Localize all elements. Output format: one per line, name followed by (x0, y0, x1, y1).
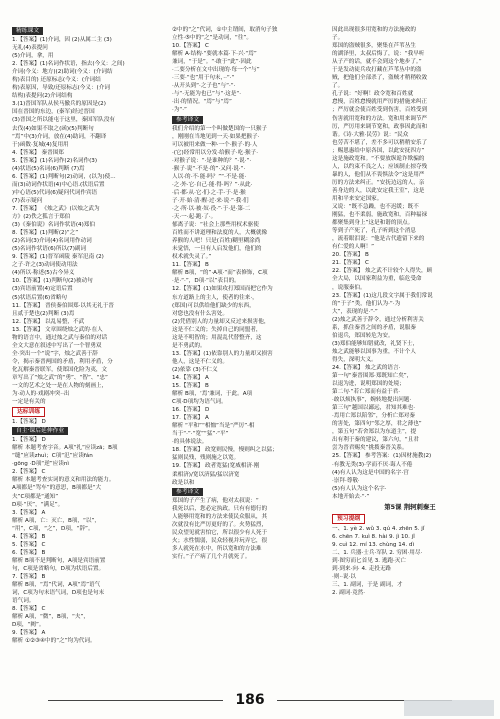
text-line: 13.【答案】(1)依靠别人的力量却又损害 (172, 350, 273, 357)
text-line: 3.(1)晋国军队从侯马撤兵的原因是(2) (12, 101, 106, 108)
text-line: 次就没有比严厉更好的了。火势猛烈， (172, 521, 268, 528)
text-line: ·为“·” (172, 107, 187, 114)
text-line: 3.【答案】 A (12, 509, 46, 516)
text-line: ·三要·“也”用于句末，··“·“ (172, 75, 235, 82)
text-line: 多人就死在水中，所以宽和的方法难 (172, 545, 262, 552)
text-line: 这是施政宽和。“不要放纵诡诈欺骗的 (332, 155, 425, 162)
text-line: 解析 本题考查实词的意义和用法的能力。 (12, 477, 115, 484)
text-line: (4)所以·称述(5)古今异义 (12, 270, 75, 277)
text-line: 23.【答案】(1)这几段文字属于我们常说 (332, 292, 433, 299)
text-line: ·二要分析在文中出现的·每一个“与” (172, 67, 260, 74)
text-line: ·出·的情况。“焉”与“焉” (172, 99, 232, 106)
text-line: (5)名词作状语(6)所以(7)副词 (12, 246, 87, 253)
text-line: 这是不明智的；用混乱代替整齐，这 (172, 334, 262, 341)
text-line: 8.【答案】(1)判断(2)“之” (12, 230, 79, 237)
text-line: 二、1. 兵器·士兵·军队 2. 穷困·用尽· (332, 549, 423, 556)
text-line: 三、1. 副词，于是 副词，才 (332, 582, 403, 589)
text-line: 的害处，第四句“邻之厚，君之薄也” (332, 421, 422, 428)
text-line: (2)烛之武善于辞令，通过分析利害关 (332, 316, 424, 323)
text-line: 实行。”子产病了几个月就死了。 (172, 553, 251, 560)
text-line: 因此出现很多用宽和的方法施政的 (332, 27, 416, 33)
text-line: ；严厉就会使百姓受到伤害，百姓受到 (332, 107, 428, 114)
text-line: ·对猴子说：“·是谁种的？”·说·“· (172, 157, 252, 164)
column-left (12, 26, 164, 676)
section-heading-row (172, 115, 324, 125)
text-line: 对您也没有什么害处。 (172, 310, 228, 317)
text-line: 一文的艺术之处一是在人物的刻画上， (12, 383, 108, 390)
text-line: C项·D项均为语气词。 (172, 399, 227, 406)
text-line: 结构)表提问(2)介词结构 (12, 93, 73, 100)
text-line: 15.【答案】 B (172, 383, 209, 390)
text-line: 17.【答案】 A (172, 415, 209, 422)
text-line: ·(它)经常用以分发·给猴子·吃·猴子· (172, 149, 258, 156)
text-line: 解析 A项，亡：灭亡，B项，“以”， (12, 517, 100, 524)
text-line: (3)宾语前置(4)定语后置 (12, 286, 73, 293)
text-line: D项，“阙”。 (12, 622, 45, 629)
text-line: 于是发动徒兵攻打藏在芦苇丛中的盗 (332, 67, 422, 74)
text-line: 6. chēn 7. kuì 8. hài 9. jì 10. jǐ (332, 533, 415, 540)
text-line: 语气词。 (12, 598, 35, 605)
text-line: 12.【答案】(1)如果攻打郑国而把它作为 (172, 286, 273, 293)
text-line: 郑国的盗贼很多，聚集在芦苇丛生 (332, 43, 416, 50)
text-line: 子·开·始·清·醒·过·来·说·“·我·们 (172, 197, 249, 204)
text-line: 8.【答案】 C (12, 606, 46, 613)
text-line: 解析 B项，“的”·A项·“而”表修饰，C项 (172, 270, 268, 277)
section-heading: 参考译文 (172, 488, 203, 496)
text-line: 有仁爱的人啊！” (332, 244, 375, 251)
text-line: (2)依靠 (3)不仁义 (172, 366, 218, 373)
text-line: 夫”C项都是“通知” (12, 493, 59, 500)
text-line: 本地开始去·“·” (332, 493, 370, 500)
section-heading: 精练课文 (12, 27, 43, 35)
text-line: 民众望见就害怕它，所以很少有人死于 (172, 529, 268, 536)
text-line: 4.【答案】 秦晋围郑 (12, 149, 64, 156)
text-line: 5.【答案】(1)名词作(2)名词作(3) (12, 157, 98, 164)
text-line: 解析 ①②③④中的“之”均为代词。 (12, 638, 96, 645)
text-line: 14.【答案】 A (172, 374, 209, 381)
text-line: 13.【答案】 文章围绕烛之武的·在人 (12, 326, 103, 333)
text-line: 1.【答案】 D (12, 419, 46, 426)
text-line: 国在晋国的东边，(秦军)经过晋国 (12, 109, 95, 116)
text-line: 去伐(4)如果不取之(函)(5)判断句 (12, 125, 94, 132)
text-line: 谐。《诗·大雅·民劳》说：“民众 (332, 131, 409, 138)
text-line: 16.【答案】 D (172, 407, 210, 414)
text-line: 孔子说：“好啊！政令宽和百姓就 (332, 91, 414, 98)
text-line: 19.【答案】 政者宽猛(宽威相济·刚 (172, 463, 260, 470)
text-line: 介词(今义：地方)(2)助词(今义：(介词结 (12, 69, 113, 76)
text-line: 解析 B项，‘焉’兼词，于此。A项 (172, 391, 253, 398)
text-line: (4)状语(5)名词(6)判断 (7)焉 (12, 165, 85, 172)
text-line: 到·图穷而匕首见 3. 逃跑·灭亡 (332, 558, 406, 564)
text-line: (5)介词，拿，用 (12, 53, 54, 60)
text-line: 他人，这是不仁义的。 (172, 358, 228, 365)
watermark-logo (404, 700, 494, 716)
text-line: 方》(2)佚之狐言于郑伯 (12, 214, 71, 221)
text-line: 郑国的子产生了病，他对太叔说：“ (172, 497, 259, 504)
text-line: )中心语(5)代词(6)疑问代词作宾语 (12, 189, 98, 196)
text-line: 从子产的话，就不会到这个地步了。” (332, 59, 422, 66)
text-line: ·gōng ·D项“逆”应读nì (12, 461, 69, 468)
section-heading: 预习提纲 (332, 514, 365, 524)
text-line: ；赐恩惠给中原各国，以此安抚四方” (332, 147, 425, 154)
text-line: 解析 A项，“微”，B项，“夫”， (12, 614, 89, 621)
text-line: 7.【答案】 《烛之武》(以烛之武为 (12, 205, 100, 212)
text-line: 大”，表现的是·“·” (332, 308, 378, 315)
text-line: 解析 “平和”“相恤”当是“严厉”·相 (172, 423, 255, 430)
text-line: 当于“·”·“宽”“猛”·“平” (172, 431, 229, 438)
text-line: 物的语言中，通过烛之武与秦伯的对话 (12, 334, 108, 341)
text-line: (7)表示疑问 (12, 197, 43, 204)
text-line: ·是·“·”，D项·“以”表目的。 (172, 278, 240, 285)
text-line: 怠慢，百姓怠慢就用严厉的措施来纠正 (332, 99, 428, 106)
text-line: 无礼(4)表提问 (12, 45, 48, 52)
text-line: 10.【答案】 C (172, 43, 209, 50)
text-line: 第一句“秦晋围郑·郑既知亡矣”， (332, 373, 413, 380)
text-line: 厉，严厉用来调节宽和，政事因此而和 (332, 123, 428, 130)
section-heading: 自主·课后延伸作业 (12, 427, 68, 435)
text-line: 人以·的·不·能·吗？”“·不是·能· (172, 173, 247, 180)
text-line: 猛则民残，残则施之以宽。 (172, 455, 240, 462)
text-line: 11.【答案】 B (172, 262, 209, 269)
text-line: (5)有人认为这个名字· (332, 485, 387, 492)
text-line: 又说：“既不急躁，也不迟缓；既不 (332, 204, 419, 211)
text-line: 9.【答案】(1)晋军函陵 秦军氾南 (2) (12, 254, 104, 261)
text-line: 18.【答案】 政宽则民慢，慢则纠之以猛； (172, 447, 278, 454)
column-right (332, 26, 488, 676)
section-heading-row (12, 426, 164, 436)
text-line: 6.【答案】 B (12, 549, 46, 556)
text-line: 而(3)动词作状语(4)中心语.(状语后置 (12, 181, 105, 188)
text-line: 伤害就用宽和的方法。宽和用来调节严 (332, 115, 428, 122)
text-line: 东方道路上的主人，使者的往来·， (172, 294, 258, 301)
text-line: 解析 B项，“焉”代词，A项“焉”语气 (12, 582, 101, 589)
text-line: 我死以后，您必定执政。只有有德行的 (172, 505, 268, 512)
text-line: 句，C项是省略句，D项为状语后置。 (12, 565, 105, 572)
text-line: 到·到来·向· 4. 走投无路 (332, 566, 391, 573)
text-line: ②中的“之”代词，①中主谓间，取消句子独 (172, 27, 278, 33)
text-line: 2. 副词·竟然· (332, 590, 366, 597)
text-line: 为·动人的·戏剧冲突··出 (12, 391, 70, 398)
text-line: 养猴的人吧！只是(百姓)糊里糊涂尚 (172, 238, 261, 245)
text-line: 出有利于秦的建议，第六句，“且君 (332, 437, 419, 444)
text-line: (3)《秦伯说》名词作状语(4)郑伯 (12, 222, 95, 229)
text-line: 百姓而不讲道理和法度的人，大概就像 (172, 230, 268, 237)
text-line: 也劳苦不堪了，差不多可以稍稍安乐了 (332, 139, 428, 146)
text-line: 我们介绍的第一个叫做楚国的一只猴子 (172, 125, 268, 132)
text-line: 厉的方法来纠正。“安抚边远的人，亲 (332, 179, 425, 186)
section-heading-row (12, 406, 164, 418)
text-line: 的“于子”类，他们认为·“·为 (332, 300, 401, 307)
text-line: 兼词，“于是”。“·敢于“此”·因此 (172, 59, 252, 66)
text-line: (3)晋国之所以能屯于这里，秦国军队没有 (12, 117, 116, 124)
text-line: 都聚集到身上”这是和谐的顶点。 (332, 220, 414, 227)
text-line: (郑国)可以供给他们缺少的东西， (172, 302, 255, 309)
section-heading: 参考译文 (172, 116, 203, 124)
section-heading-row (172, 487, 324, 497)
text-line: 一定是有关的 (12, 399, 46, 406)
text-line: 化瓦解秦晋联军，使郑国化险为夷，文 (12, 366, 108, 373)
section-heading-row (332, 513, 488, 525)
text-line: 火；水性懦弱，民众轻视并玩弄它，很 (172, 537, 268, 544)
text-line: 权术就失灵了。” (172, 254, 212, 261)
text-line: 解析 B项不是判断句，A项是宾语前置 (12, 557, 106, 564)
text-line: (2)名词(3)介词(4)名词用作动词 (12, 238, 92, 245)
text-line: 1.【答案】(1)介词，因 (2)从属二主 (3) (12, 37, 112, 43)
text-line: 6.【答案】(1)判断句(2)动词，(以为)使... (12, 173, 116, 180)
text-line: ·焉用亡郑以陪邻”，分析亡郑对秦 (332, 413, 415, 420)
text-line: (3)郑伯能够知错就改，礼贤下士， (332, 340, 419, 347)
text-line: 令，揭示秦晋两国的矛盾，利用矛盾，分 (12, 358, 113, 365)
text-line: 子。 (332, 35, 344, 42)
text-line: ·的具体说法。 (172, 439, 208, 446)
text-line: ，流着眼泪说：“他是古代遗留下来的 (332, 236, 425, 243)
text-line: 22.【答案】 烛之武不计较个人得失，顾 (332, 268, 433, 275)
text-line: 以退为进，说明郑国的处境； (332, 381, 405, 388)
text-line: “缒”应读zhuì；C项“氾”应读fán (12, 453, 93, 460)
text-line: 12.【答案】 以乱易整，不武 (12, 318, 85, 325)
text-line: “焉”中(3)介词，放在(4)助词，不翻译 (12, 133, 107, 140)
text-line: 2.【答案】(1)名词作状语，指去(今义：之间) (12, 61, 125, 68)
text-line: 的湖泽里，太叔后悔了，说：“我早听 (332, 51, 425, 58)
text-line: 于)函数·复城(4)复用用 (12, 141, 69, 148)
text-line: 1.【答案】 D (12, 437, 46, 444)
text-line: ·之·外·它·自己·能·得·吗？”·从此· (172, 181, 253, 188)
text-line: 暴的人，他们从不畏惧法令”这是用严 (332, 171, 425, 178)
column-middle (172, 26, 324, 676)
text-line: 人能够用宽和的方法来使民众服从，其 (172, 513, 268, 520)
text-line: 是不勇武的。 (172, 342, 206, 349)
text-line: 郁离子说：“社会上那些用权术驱使 (172, 222, 259, 229)
text-line: 解析 A·结构·“要就本篇·下·兴·“焉” (172, 51, 257, 58)
text-line: ·敢以烦执事”，婉转地提出问题· (332, 397, 412, 404)
text-line: ·有教无类(3)·学而不厌·诲人不倦 (332, 461, 413, 468)
text-line: 用和平来安定国家。 (332, 195, 383, 202)
text-line: 了。 (332, 83, 344, 90)
text-line: A项都是“驾车”的意思，B项都是“大 (12, 485, 102, 492)
text-line: 立性·⑤中的“之”是动词，“往”。 (172, 35, 252, 42)
text-line: ·天·一·起·跑·了·。 (172, 214, 217, 221)
text-line: 等到子产死了，孔子听到这个消息 (332, 228, 416, 235)
text-line: 解析 本题考查字音。A项“扎”应读zā；B项 (12, 445, 118, 452)
page-number: 186 (235, 692, 265, 708)
text-line: 11.【答案】 晋侯秦伯围郑·以其无礼于晋 (12, 302, 114, 309)
text-line: 柔相济)/宽以济猛/猛以济宽 (172, 471, 240, 478)
text-line: 4.【答案】 B (12, 533, 46, 540)
text-line: 这是不仁义的；失掉自己的同盟者， (172, 326, 262, 333)
text-line: 一、1. yè 2. wǔ 3. qú 4. zhēn 5. jǐ (332, 525, 425, 532)
text-line: ·则··说·以 (332, 574, 356, 581)
section-heading: 达标训练 (12, 407, 45, 417)
text-line: 未觉悟，一旦有人启发他们，他们的 (172, 246, 262, 253)
text-line: 章写出了“烛之武”的“勇”、“智”、“忠” (12, 374, 108, 381)
text-line: ，刚刚在当地见到一天·如果把猴子· (172, 133, 260, 140)
footer-rule-left (48, 700, 223, 701)
text-line: (5)状语后置(6)省略句 (12, 294, 68, 301)
text-line: ，第五句“若舍郑以为东道主”，提 (332, 429, 417, 436)
text-line: 人，以约束不良之人；应该制止掠夺残 (332, 163, 428, 170)
text-line: (2)凭借别人的力量却又反过来损害他， (172, 318, 270, 325)
text-line: 系，抓住秦晋之间的矛盾，说服秦 (332, 324, 416, 331)
text-line: (4)有人认为这是中国的名字·宫 (332, 469, 409, 476)
text-line: 21.【答案】 C (332, 260, 369, 267)
text-line: ·之·所·以·被·奴·役·”·于·是·第·二 (172, 205, 251, 212)
text-line: ·后·都·从·它·们·之·手·于·是·猴 (172, 189, 246, 196)
lesson-title: 第5课 荆轲刺秦王 (384, 502, 436, 511)
text-line: 得失，深明大义。 (332, 356, 377, 363)
text-line: 全文大意在叙述中写出了一个智勇双 (12, 342, 102, 349)
text-line: 烛之武能够以国事为重，不计个人 (332, 348, 416, 355)
text-line: 2.【答案】 C (12, 469, 46, 476)
text-line: 全大局，以国家利益为重，临危受命 (332, 276, 422, 283)
section-heading-row (12, 26, 164, 36)
text-line: 25.【答案】 参考答案：(1)因材施教(2) (332, 453, 432, 460)
text-line: 贼，把他们全部杀了，盗贼才稍稍收敛 (332, 75, 428, 82)
text-line: ，说服秦伯。 (332, 284, 366, 291)
text-line: 构)表原因，导致/还原标志(今义：(介词 (12, 85, 110, 92)
text-line: 9. cuì 12. mí 13. chùng 14. dì (332, 541, 415, 548)
text-line: 尝为晋君赐矣”挑拨秦晋关系。 (332, 445, 408, 452)
text-line: 且贰于楚也(2)判断 (3)焉 (12, 310, 75, 317)
text-line: D项·“厌”，“满足”。 (12, 501, 64, 508)
text-line: 构)表目的) 还原标志(今义：(介词结 (12, 77, 101, 84)
text-line: 之子·许之(3)动词使动用法 (12, 262, 78, 269)
text-line: 20.【答案】 B (332, 252, 369, 259)
text-line: 词，C项为句末语气词，D项也是句末 (12, 590, 105, 597)
text-line: ·猴子·说“·不是·的”·又问·说·“· (172, 165, 246, 172)
text-line: 政是以和 (172, 479, 195, 486)
text-line: 10.【答案】(1)判断句(2)被动句 (12, 278, 93, 285)
text-line: 7.【答案】 B (12, 574, 46, 580)
text-line: 全·突出一个“说”字，烛之武善于辞 (12, 350, 98, 357)
text-line: ·崇拜·尊敬· (332, 477, 360, 484)
text-line: 第三句“越国以鄙远，君知其难也· (332, 405, 415, 412)
text-line: 善身边的人，以此安定我王室”，这是 (332, 187, 425, 194)
text-line: “用”，C项，“之”，D项，“辞”。 (12, 525, 94, 532)
text-line: 伯退兵，郑国转危为安。 (332, 332, 394, 339)
text-line: ·从开头到“·之子也”与“·“· (172, 83, 236, 90)
text-line: ·与“·无能为也已”与“·这是“· (172, 91, 242, 98)
text-line: 9.【答案】 A (12, 630, 46, 637)
text-line: 可以被用来做一种·一个·猴子·的·人 (172, 141, 258, 148)
text-line: 刚猛，也不柔弱，施政宽和，百种福禄 (332, 212, 428, 219)
text-line: 第二句·“若亡郑而有益于君· (332, 389, 400, 396)
text-line: 5.【答案】 C (12, 541, 46, 548)
text-line: 24.【答案】 烛之武的语言· (332, 364, 401, 371)
